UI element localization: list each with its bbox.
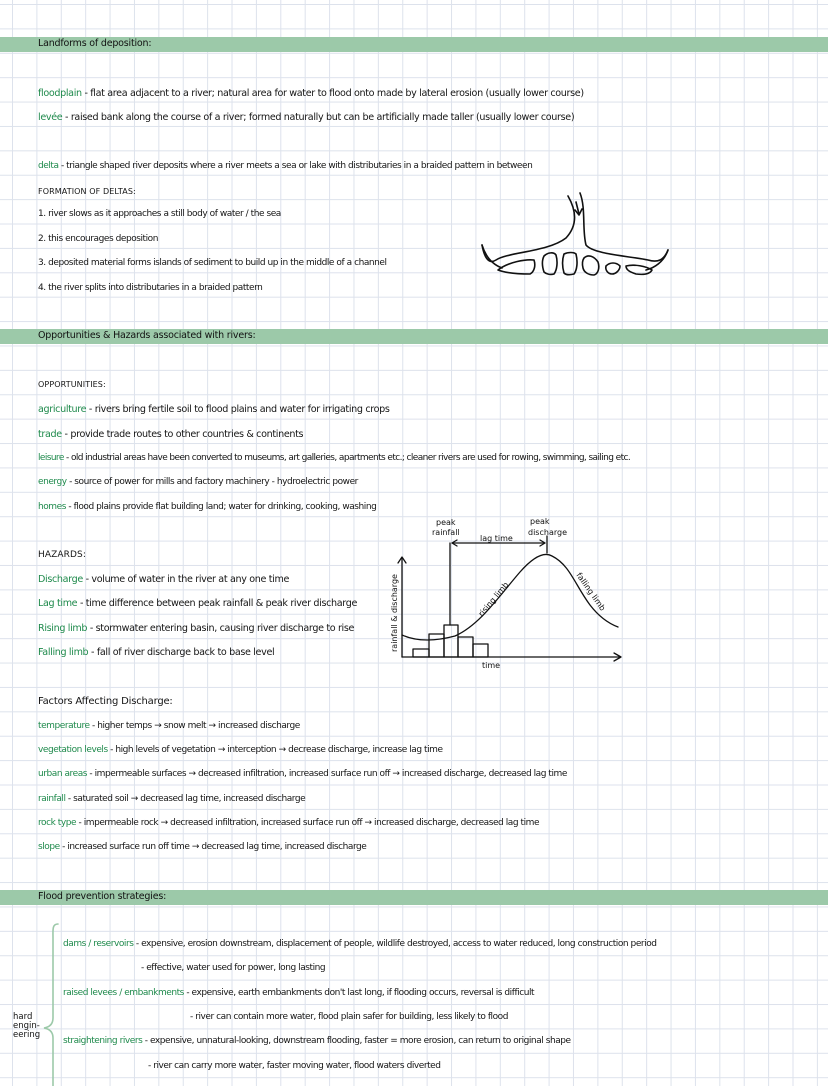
rising-limb-label: rising limb: [476, 580, 511, 619]
term: temperature: [38, 721, 90, 731]
strategy-cons: - expensive, earth embankments don't last long, if flooding occurs, reversal is difficult: [183, 988, 535, 998]
definition-delta: [38, 161, 532, 171]
definition-text: - provide trade routes to other countries & continents: [61, 429, 304, 440]
definition-text: - flat area adjacent to a river; natural area for water to flood onto made by lateral erosion (usually lower course): [81, 88, 584, 99]
term: rainfall: [38, 794, 66, 804]
term: Discharge: [38, 574, 83, 585]
section-header-landforms: [0, 37, 828, 52]
delta-diagram-icon: [478, 190, 673, 280]
definition-text: - rivers bring fertile soil to flood plains and water for irrigating crops: [86, 404, 390, 415]
definition-text: - increased surface run off time → decreased lag time, increased discharge: [59, 842, 367, 852]
hazard-item: [38, 598, 357, 609]
definition-text: - source of power for mills and factory machinery - hydroelectric power: [66, 477, 358, 487]
section-title: Landforms of deposition:: [38, 38, 152, 49]
definition-text: - stormwater entering basin, causing river discharge to rise: [87, 623, 355, 634]
hazards-heading: HAZARDS:: [38, 550, 86, 560]
term: slope: [38, 842, 60, 852]
formation-step: 4. the river splits into distributaries in a braided pattern: [38, 283, 263, 293]
strategy-cons: - expensive, erosion downstream, displacement of people, wildlife destroyed, access to water reduced, long construction period: [133, 939, 657, 949]
hazard-item: [38, 574, 289, 585]
factor-item: [38, 721, 300, 731]
definition-text: - triangle shaped river deposits where a river meets a sea or lake with distributaries in a braided pattern in between: [58, 161, 533, 171]
term: raised levees / embankments: [63, 988, 184, 998]
strategy-item: [63, 988, 534, 998]
definition-text: - flood plains provide flat building land; water for drinking, cooking, washing: [65, 502, 377, 512]
formation-heading: FORMATION OF DELTAS:: [38, 187, 136, 196]
term: dams / reservoirs: [63, 939, 134, 949]
section-header-opportunities-hazards: [0, 329, 828, 344]
section-title: Flood prevention strategies:: [38, 891, 167, 902]
definition-text: - old industrial areas have been converted to museums, art galleries, apartments etc.; cleaner rivers are used for rowing, swimming, sailing etc.: [63, 453, 631, 463]
opportunity-item: [38, 477, 358, 487]
term: vegetation levels: [38, 745, 108, 755]
opportunity-item: [38, 429, 303, 440]
term: Rising limb: [38, 623, 88, 634]
definition-text: - higher temps → snow melt → increased discharge: [89, 721, 300, 731]
falling-limb-label: falling limb: [574, 570, 608, 613]
term: Lag time: [38, 598, 78, 609]
factor-item: [38, 842, 366, 852]
term: delta: [38, 161, 59, 171]
opportunities-heading: OPPORTUNITIES:: [38, 380, 106, 389]
strategy-item: [63, 1036, 571, 1046]
y-axis-label: rainfall & discharge: [390, 574, 399, 652]
term: trade: [38, 429, 62, 440]
formation-step: 2. this encourages deposition: [38, 234, 158, 244]
opportunity-item: [38, 502, 376, 512]
term: homes: [38, 502, 66, 512]
hard-engineering-label: hard engin- eering: [13, 1012, 41, 1040]
term: straightening rivers: [63, 1036, 143, 1046]
term: energy: [38, 477, 67, 487]
term: Falling limb: [38, 647, 89, 658]
term: urban areas: [38, 769, 88, 779]
factor-item: [38, 818, 539, 828]
factors-heading: Factors Affecting Discharge:: [38, 696, 173, 707]
term: levée: [38, 112, 63, 123]
peak-rainfall-label: peak: [436, 518, 456, 527]
definition-text: - impermeable rock → decreased infiltration, increased surface run off → increased discharge, decreased lag time: [76, 818, 540, 828]
definition-text: - fall of river discharge back to base level: [88, 647, 275, 658]
strategy-pros: - effective, water used for power, long lasting: [141, 963, 326, 973]
opportunity-item: [38, 453, 630, 463]
strategy-cons: - expensive, unnatural-looking, downstream flooding, faster = more erosion, can return to original shape: [142, 1036, 571, 1046]
strategy-pros: - river can carry more water, faster moving water, flood waters diverted: [148, 1061, 441, 1071]
term: agriculture: [38, 404, 87, 415]
definition-text: - raised bank along the course of a river; formed naturally but can be artificially made taller (usually lower course): [62, 112, 575, 123]
factor-item: [38, 745, 443, 755]
opportunity-item: [38, 404, 390, 415]
definition-levee: [38, 112, 574, 123]
definition-text: - volume of water in the river at any one time: [82, 574, 290, 585]
peak-rainfall-label: rainfall: [432, 528, 460, 537]
hazard-item: [38, 647, 274, 658]
lag-time-label: lag time: [480, 534, 513, 543]
section-header-flood-prevention: [0, 890, 828, 905]
definition-floodplain: [38, 88, 584, 99]
term: leisure: [38, 453, 64, 463]
factor-item: [38, 794, 305, 804]
term: rock type: [38, 818, 77, 828]
peak-discharge-label: discharge: [528, 528, 567, 537]
peak-discharge-label: peak: [530, 517, 550, 526]
x-axis-label: time: [482, 661, 501, 670]
definition-text: - time difference between peak rainfall & peak river discharge: [77, 598, 358, 609]
strategy-item: [63, 939, 657, 949]
definition-text: - impermeable surfaces → decreased infiltration, increased surface run off → increased discharge, decreased lag time: [87, 769, 567, 779]
storm-hydrograph-chart: [380, 510, 630, 675]
factor-item: [38, 769, 567, 779]
term: floodplain: [38, 88, 82, 99]
curly-brace-icon: [40, 922, 60, 1086]
formation-step: 1. river slows as it approaches a still body of water / the sea: [38, 209, 281, 219]
strategy-pros: - river can contain more water, flood plain safer for building, less likely to flood: [190, 1012, 508, 1022]
definition-text: - saturated soil → decreased lag time, increased discharge: [65, 794, 306, 804]
definition-text: - high levels of vegetation → interception → decrease discharge, increase lag time: [107, 745, 443, 755]
hazard-item: [38, 623, 354, 634]
section-title: Opportunities & Hazards associated with rivers:: [38, 330, 256, 341]
formation-step: 3. deposited material forms islands of sediment to build up in the middle of a channel: [38, 258, 387, 268]
